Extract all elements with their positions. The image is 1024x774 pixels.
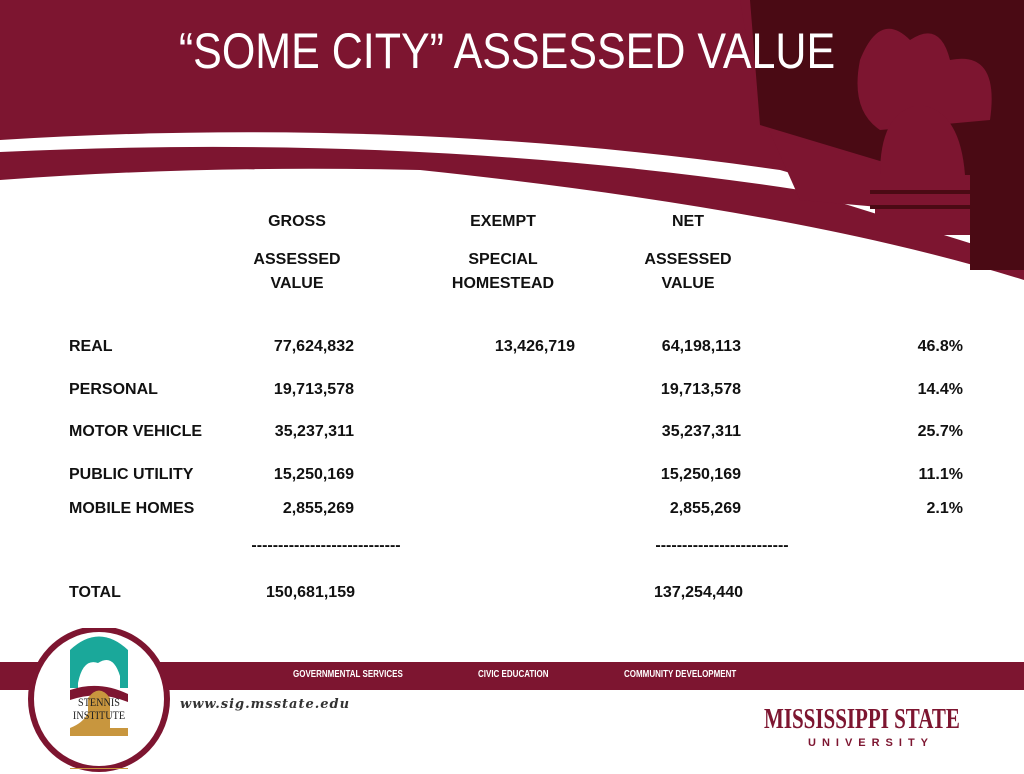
row-net: 15,250,169 [660,466,741,483]
website-link[interactable]: www.sig.msstate.edu [180,697,351,712]
row-net: 64,198,113 [661,338,741,355]
header-exempt-2: SPECIAL [468,251,538,268]
header-net-2: ASSESSED [644,251,732,268]
header-gross-1: GROSS [268,213,326,230]
row-pct: 14.4% [917,381,963,398]
row-label: PERSONAL [69,381,158,398]
row-label: PUBLIC UTILITY [69,466,194,483]
slide-title: “SOME CITY” ASSESSED VALUE [178,23,836,79]
header-net-1: NET [672,213,704,230]
row-gross: 19,713,578 [273,381,354,398]
row-label: MOBILE HOMES [69,500,195,517]
footer-link-civic-education[interactable]: CIVIC EDUCATION [478,669,549,680]
row-gross: 77,624,832 [273,338,354,355]
row-gross: 2,855,269 [282,500,354,517]
row-pct: 2.1% [926,500,963,517]
header-gross-2: ASSESSED [253,251,341,268]
row-label: MOTOR VEHICLE [69,423,203,440]
footer-link-governmental-services[interactable]: GOVERNMENTAL SERVICES [293,669,403,680]
row-pct: 25.7% [917,423,963,440]
header-net-3: VALUE [661,275,715,292]
row-pct: 11.1% [918,466,963,483]
university-subtitle: UNIVERSITY [808,737,935,749]
row-pct: 46.8% [917,338,963,355]
stennis-institute-text: STENNIS INSTITUTE [72,695,126,722]
separator-net: ------------------------- [655,537,789,554]
row-net: 19,713,578 [660,381,741,398]
row-net: 2,855,269 [669,500,741,517]
row-gross: 35,237,311 [274,423,354,440]
row-label: REAL [69,338,113,355]
row-gross: 15,250,169 [273,466,354,483]
university-name: MISSISSIPPI STATE [764,704,960,735]
header-exempt-3: HOMESTEAD [451,275,555,292]
total-label: TOTAL [69,584,121,601]
row-net: 35,237,311 [661,423,741,440]
separator-gross: ---------------------------- [251,537,401,554]
total-gross: 150,681,159 [266,584,355,601]
total-net: 137,254,440 [654,584,743,601]
footer-link-community-development[interactable]: COMMUNITY DEVELOPMENT [624,669,737,680]
header-gross-3: VALUE [270,275,324,292]
row-exempt: 13,426,719 [494,338,575,355]
header-exempt-1: EXEMPT [470,213,536,230]
